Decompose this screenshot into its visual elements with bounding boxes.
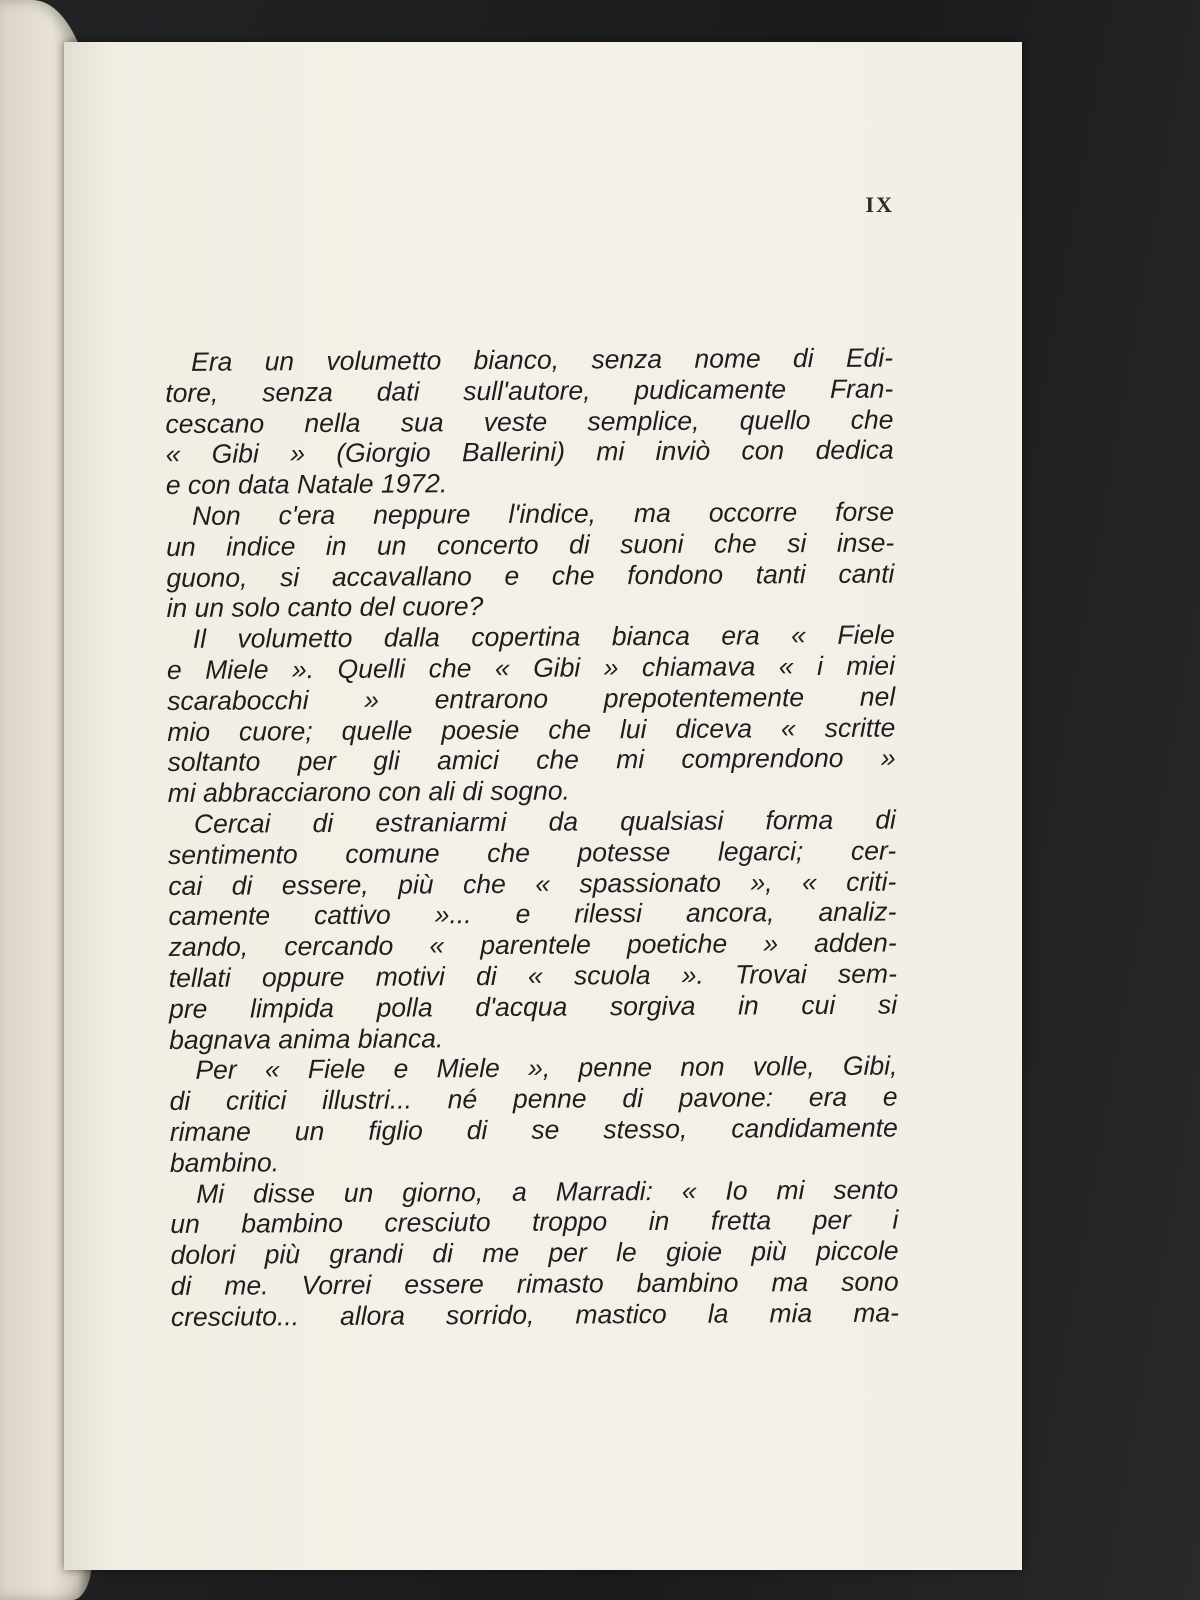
text-line: rimane un figlio di se stesso, candidamente <box>169 1112 898 1147</box>
text-line: guono, si accavallano e che fondono tanti canti <box>166 558 895 593</box>
text-line: tellati oppure motivi di « scuola ». Trovai sem- <box>168 958 897 993</box>
text-line: cresciuto... allora sorrido, mastico la mia ma- <box>170 1297 900 1332</box>
paragraph <box>169 1051 898 1179</box>
text-line: Non c'era neppure l'indice, ma occorre forse <box>191 496 895 531</box>
body-text <box>165 343 899 1333</box>
text-line: un bambino cresciuto troppo in fretta per i <box>170 1204 899 1240</box>
paragraph <box>166 497 895 625</box>
text-line: Il volumetto dalla copertina bianca era « Fiele <box>192 619 895 655</box>
text-line: mio cuore; quelle poesie che lui diceva « scritte <box>167 712 896 747</box>
text-line: sentimento comune che potesse legarci; cer- <box>168 835 897 870</box>
text-line: Era un volumetto bianco, senza nome di Edi- <box>190 342 894 377</box>
text-line: e Miele ». Quelli che « Gibi » chiamava « i miei <box>166 650 896 685</box>
text-line: Mi disse un giorno, a Marradi: « Io mi sento <box>196 1174 899 1209</box>
text-line: cescano nella sua veste semplice, quello che <box>165 404 894 439</box>
text-line: Per « Fiele e Miele », penne non volle, Gibi, <box>195 1050 898 1086</box>
page-number: IX <box>865 192 894 217</box>
text-line: « Gibi » (Giorgio Ballerini) mi inviò con dedica <box>165 434 894 470</box>
text-line: un indice in un concerto di suoni che si inse- <box>166 527 895 562</box>
paragraph <box>167 620 896 809</box>
text-line: soltanto per gli amici che mi comprendono » <box>167 742 896 778</box>
text-line: in un solo canto del cuore? <box>166 591 484 624</box>
text-line: dolori più grandi di me per le gioie più piccole <box>170 1235 899 1271</box>
text-line: mi abbracciarono con ali di sogno. <box>167 775 570 809</box>
paragraph <box>170 1174 899 1332</box>
text-line: pre limpida polla d'acqua sorgiva in cui si <box>168 989 898 1024</box>
paragraph <box>168 804 897 1055</box>
text-line: di critici illustri... né penne di pavone: era e <box>169 1081 898 1117</box>
text-line: e con data Natale 1972. <box>165 468 448 501</box>
paragraph <box>165 343 894 501</box>
text-line: bagnava anima bianca. <box>169 1022 444 1055</box>
text-line: Cercai di estraniarmi da qualsiasi forma di <box>193 804 896 839</box>
text-line: bambino. <box>169 1147 280 1178</box>
text-line: zando, cercando « parentele poetiche » adden- <box>168 927 897 963</box>
text-line: camente cattivo »... e rilessi ancora, analiz- <box>168 896 897 932</box>
text-line: tore, senza dati sull'autore, pudicamente Fran- <box>165 373 894 408</box>
text-line: scarabocchi » entrarono prepotentemente nel <box>167 681 896 716</box>
text-line: cai di essere, più che « spassionato », « criti- <box>168 866 897 901</box>
text-line: di me. Vorrei essere rimasto bambino ma sono <box>170 1266 899 1301</box>
